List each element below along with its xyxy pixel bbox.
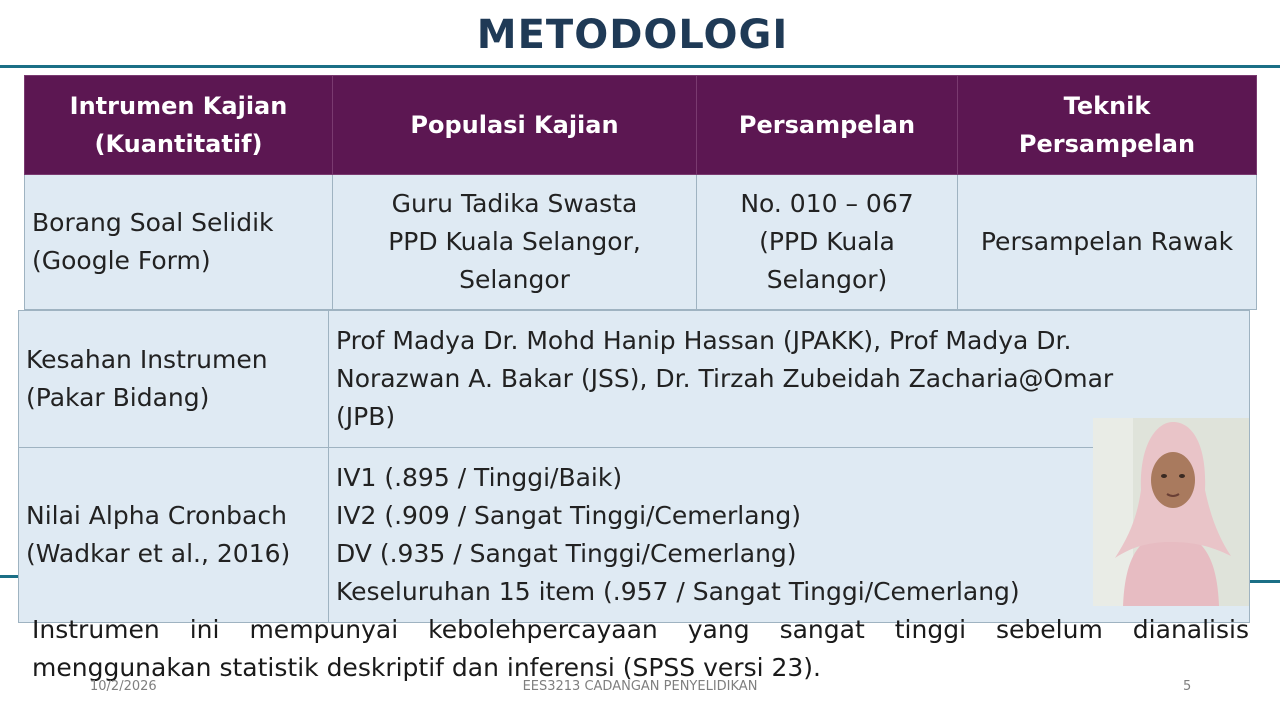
validity-table (18, 310, 1250, 623)
summary-paragraph: Instrumen ini mempunyai kebolehpercayaan yang sangat tinggi sebelum dianalisis menggunakan statistik deskriptif dan inferensi (SPSS versi 23). (32, 615, 1249, 682)
label-instrument-validity: Kesahan Instrumen (Pakar Bidang) (19, 311, 329, 448)
table-header-row (25, 76, 1257, 175)
cell-sampling-technique: Persampelan Rawak (958, 175, 1257, 310)
header-sampling-technique: Teknik Persampelan (958, 76, 1257, 175)
header-sampling: Persampelan (697, 76, 958, 175)
header-instrument: Intrumen Kajian (Kuantitatif) (25, 76, 333, 175)
footer-page-number: 5 (1183, 679, 1192, 694)
label-cronbach-alpha: Nilai Alpha Cronbach (Wadkar et al., 2016) (19, 448, 329, 623)
cell-sampling: No. 010 – 067 (PPD Kuala Selangor) (697, 175, 958, 310)
value-expert-panel: Prof Madya Dr. Mohd Hanip Hassan (JPAKK), Prof Madya Dr. Norazwan A. Bakar (JSS), Dr. Tirzah Zubeidah Zacharia@Omar (JPB) (329, 311, 1250, 448)
table-row (19, 448, 1250, 623)
slide-title: METODOLOGI (476, 12, 789, 58)
side-divider-right (1248, 580, 1280, 583)
cell-instrument: Borang Soal Selidik (Google Form) (25, 175, 333, 310)
footer-date: 10/2/2026 (90, 679, 157, 694)
footer-course: EES3213 CADANGAN PENYELIDIKAN (522, 679, 758, 694)
table-row (19, 311, 1250, 448)
presenter-video (1093, 418, 1249, 606)
table-row (25, 175, 1257, 310)
value-alpha-results: IV1 (.895 / Tinggi/Baik) IV2 (.909 / Sangat Tinggi/Cemerlang) DV (.935 / Sangat Tinggi/Cemerlang) Keseluruhan 15 item (.957 / Sangat Tinggi/Cemerlang) (329, 448, 1250, 623)
title-divider (0, 65, 1280, 68)
header-population: Populasi Kajian (333, 76, 697, 175)
methodology-table (24, 75, 1257, 310)
cell-population: Guru Tadika Swasta PPD Kuala Selangor, Selangor (333, 175, 697, 310)
presenter-avatar (1093, 418, 1249, 606)
